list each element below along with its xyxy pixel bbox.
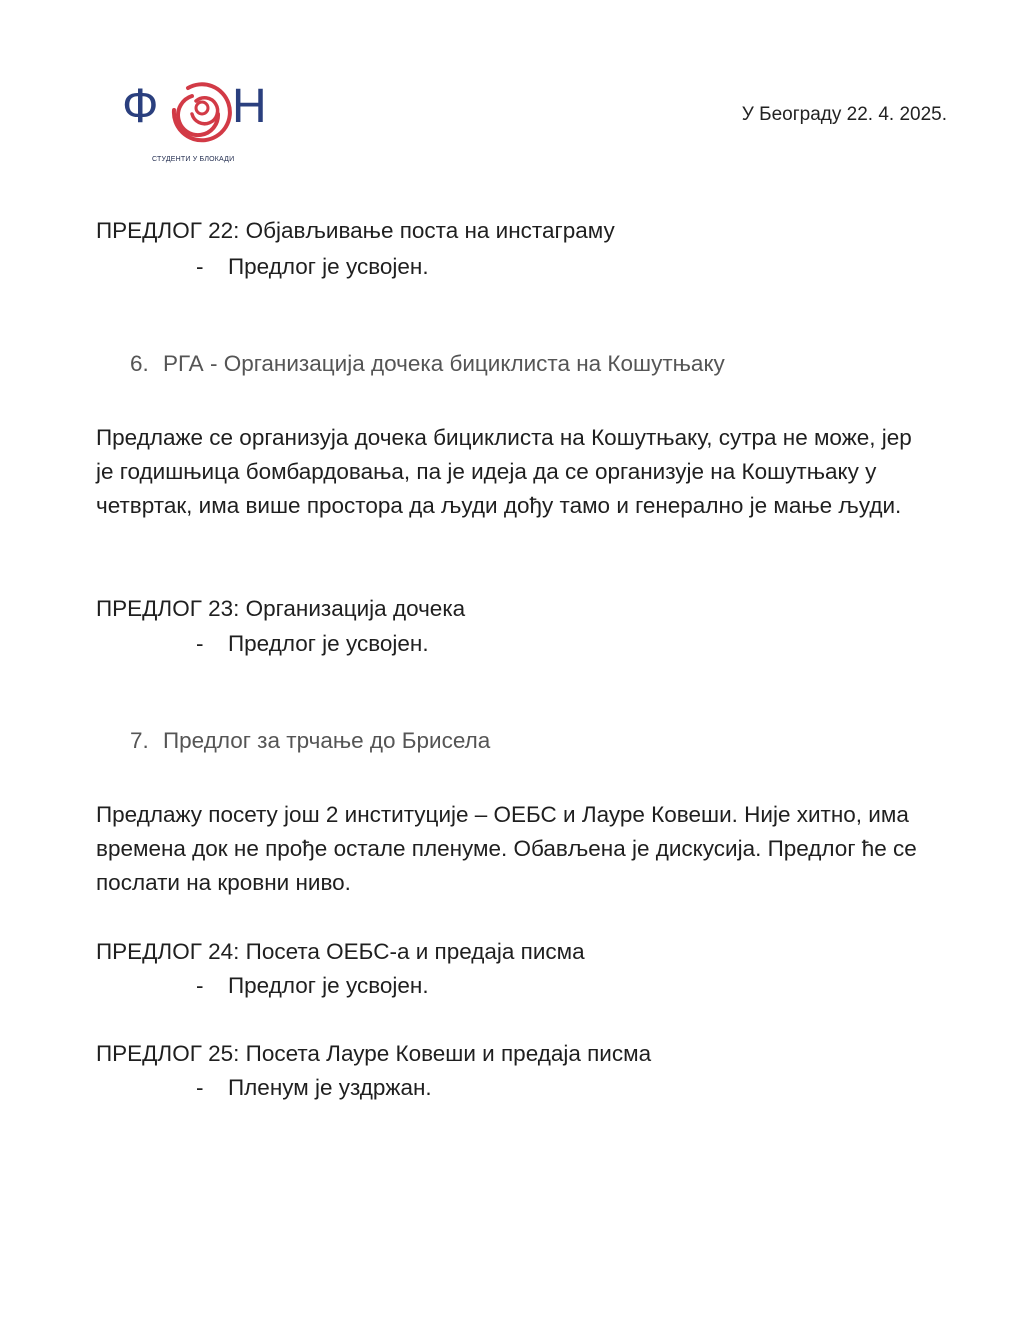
bullet-dash: - xyxy=(196,254,204,279)
proposal-23-title: ПРЕДЛОГ 23: Организација дочека xyxy=(96,596,466,621)
logo-caption: СТУДЕНТИ У БЛОКАДИ xyxy=(152,156,235,163)
result-text: Предлог је усвојен. xyxy=(228,973,429,998)
bullet-dash: - xyxy=(196,1075,204,1100)
logo xyxy=(122,70,282,168)
logo-letter-f: Ф xyxy=(122,80,159,133)
section-title: РГА - Организација дочека бициклиста на Кошутњаку xyxy=(163,351,725,376)
proposal-22-result xyxy=(196,254,429,280)
section-7-heading xyxy=(130,728,490,754)
bullet-dash: - xyxy=(196,973,204,998)
section-number: 6. xyxy=(130,351,149,376)
document-date: У Београду 22. 4. 2025. xyxy=(741,104,947,125)
proposal-24-title: ПРЕДЛОГ 24: Посета ОЕБС-а и предаја писма xyxy=(96,939,585,964)
logo-letter-n: Н xyxy=(232,80,267,133)
logo-mark xyxy=(122,70,282,150)
logo-rings-icon xyxy=(174,84,230,140)
section-7-paragraph: Предлажу посету још 2 институције – ОЕБС и Лауре Ковеши. Није хитно, има времена док не прође остале пленуме. Обављена је дискусија. Предлог ће се послати на кровни ниво. xyxy=(96,802,917,895)
section-6-heading xyxy=(130,351,725,377)
section-6-paragraph: Предлаже се организуја дочека бициклиста на Кошутњаку, сутра не може, јер је годишњица бомбардовања, па је идеја да се организује на Кошутњаку у четвртак, има више простора да људи дођу тамо и генерално је мање људи. xyxy=(96,425,912,518)
proposal-22-title: ПРЕДЛОГ 22: Објављивање поста на инстаграму xyxy=(96,218,615,243)
bullet-dash: - xyxy=(196,631,204,656)
result-text: Предлог је усвојен. xyxy=(228,631,429,656)
result-text: Предлог је усвојен. xyxy=(228,254,429,279)
result-text: Пленум је уздржан. xyxy=(228,1075,432,1100)
proposal-23-result xyxy=(196,631,429,657)
proposal-24-result xyxy=(196,973,429,999)
section-title: Предлог за трчање до Брисела xyxy=(163,728,491,753)
section-number: 7. xyxy=(130,728,149,753)
proposal-25-result xyxy=(196,1075,432,1101)
proposal-25-title: ПРЕДЛОГ 25: Посета Лауре Ковеши и предаја писма xyxy=(96,1041,652,1066)
